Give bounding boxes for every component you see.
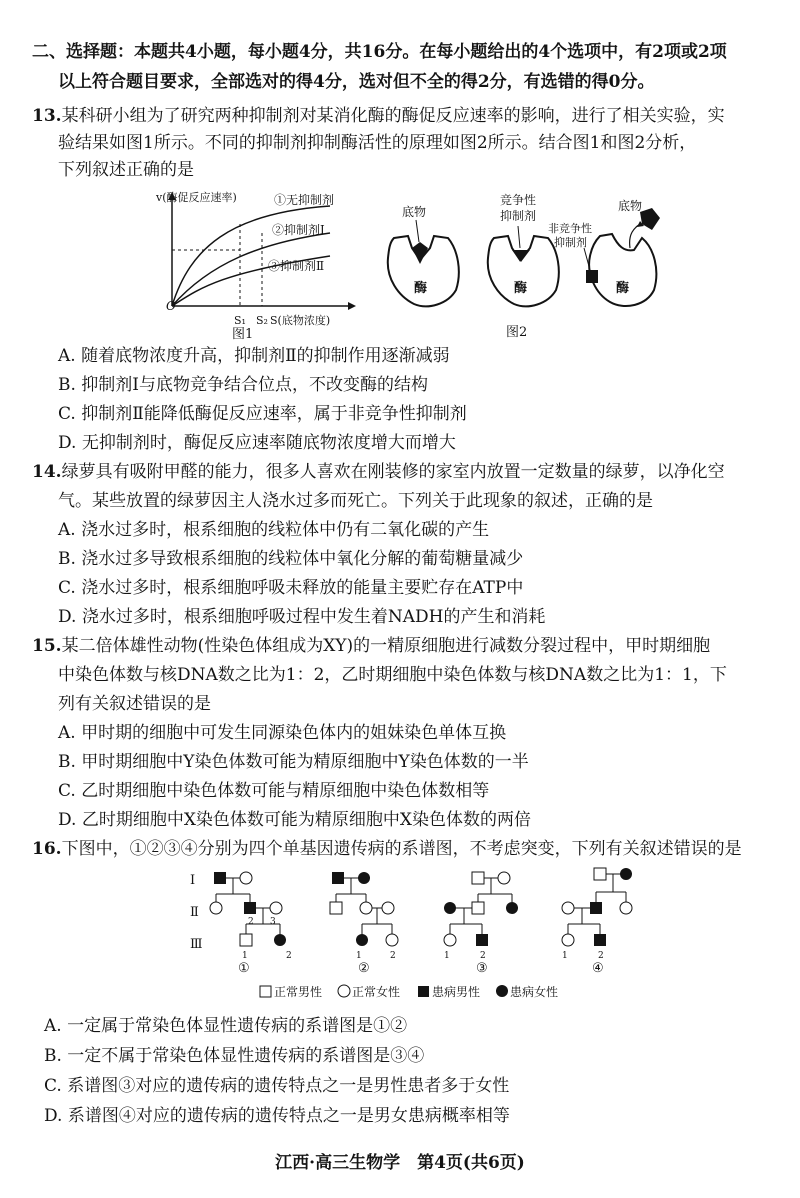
fig1-s1-label: S₁ (234, 314, 246, 327)
fig1-curve-label-3: ③抑制剂Ⅱ (268, 259, 325, 273)
q13-stem-text1: 某科研小组为了研究两种抑制剂对某消化酶的酶促反应速率的影响，进行了相关实验，实 (61, 106, 725, 126)
page-footer: 江西·高三生物学 第4页(共6页) (275, 1153, 525, 1173)
svg-text:2: 2 (286, 951, 292, 961)
noncompetitive-inhibitor-shape (586, 270, 598, 283)
fig2-enzyme-label-2: 酶 (514, 281, 528, 296)
q16-number: 16. (32, 839, 62, 859)
pedigree-generation-3: Ⅲ (190, 937, 203, 952)
legend-affected-male: 患病男性 (432, 985, 481, 999)
q13-stem-line1 (32, 104, 725, 128)
q13-option-d: D. 无抑制剂时，酶促反应速率随底物浓度增大而增大 (58, 433, 456, 453)
svg-text:1: 1 (444, 951, 450, 961)
q16-stem-line1 (32, 837, 742, 861)
figure-2-enzyme-diagram (372, 190, 682, 340)
pedigree-label-1: ① (238, 961, 250, 976)
fig2-enzyme-label-1: 酶 (414, 281, 428, 296)
pedigree-label-4: ④ (592, 961, 604, 976)
pedigree-charts (186, 864, 646, 1004)
q14-stem-line2: 气。某些放置的绿萝因主人浇水过多而死亡。下列关于此现象的叙述，正确的是 (58, 491, 653, 511)
q15-stem-text1: 某二倍体雄性动物(性染色体组成为XY)的一精原细胞进行减数分裂过程中，甲时期细胞 (61, 636, 711, 656)
legend-affected-female: 患病女性 (510, 985, 559, 999)
q16-option-c: C. 系谱图③对应的遗传病的遗传特点之一是男性患者多于女性 (44, 1076, 510, 1096)
q13-stem-line2: 验结果如图1所示。不同的抑制剂抑制酶活性的原理如图2所示。结合图1和图2分析， (58, 133, 697, 153)
fig1-xlabel: S(底物浓度) (270, 314, 331, 327)
q14-option-c: C. 浇水过多时，根系细胞呼吸未释放的能量主要贮存在ATP中 (58, 578, 524, 598)
q15-option-b: B. 甲时期细胞中Y染色体数可能为精原细胞中Y染色体数的一半 (58, 752, 529, 772)
q14-option-b: B. 浇水过多导致根系细胞的线粒体中氧化分解的葡萄糖量减少 (58, 549, 524, 569)
svg-text:1: 1 (356, 951, 362, 961)
q15-stem-line1 (32, 634, 710, 658)
pedigree-3 (444, 872, 518, 976)
q16-stem-text1: 下图中，①②③④分别为四个单基因遗传病的系谱图，不考虑突变，下列有关叙述错误的是 (61, 839, 742, 859)
fig2-enzyme-label-3: 酶 (616, 281, 630, 296)
fig2-competitive-label-2: 抑制剂 (500, 209, 537, 223)
svg-text:3: 3 (270, 917, 276, 927)
legend-normal-male: 正常男性 (274, 985, 323, 999)
q15-option-d: D. 乙时期细胞中X染色体数可能为精原细胞中X染色体数的两倍 (58, 810, 532, 830)
svg-text:2: 2 (390, 951, 396, 961)
fig2-caption: 图2 (506, 325, 528, 340)
fig1-origin: O (166, 299, 176, 313)
svg-text:1: 1 (562, 951, 568, 961)
q16-option-d: D. 系谱图④对应的遗传病的遗传特点之一是男女患病概率相等 (44, 1106, 510, 1126)
svg-text:2: 2 (248, 917, 254, 927)
legend-normal-female: 正常女性 (352, 985, 401, 999)
fig2-noncompetitive-label-1: 非竞争性 (548, 222, 592, 235)
fig1-curve-label-1: ①无抑制剂 (274, 193, 335, 207)
pedigree-label-3: ③ (476, 961, 488, 976)
pedigree-2 (330, 872, 398, 976)
q16-option-b: B. 一定不属于常染色体显性遗传病的系谱图是③④ (44, 1046, 425, 1066)
pedigree-legend (260, 984, 558, 999)
fig1-caption: 图1 (232, 327, 254, 340)
q14-stem-line1 (32, 460, 725, 484)
q16-option-a: A. 一定属于常染色体显性遗传病的系谱图是①② (44, 1016, 408, 1036)
section-header-line2: 以上符合题目要求，全部选对的得4分，选对但不全的得2分，有选错的得0分。 (58, 72, 655, 92)
pedigree-generation-2: Ⅱ (190, 905, 199, 920)
pedigree-1 (210, 872, 292, 976)
q14-option-a: A. 浇水过多时，根系细胞的线粒体中仍有二氧化碳的产生 (58, 520, 490, 540)
fig2-noncompetitive-label-2: 抑制剂 (554, 236, 587, 249)
fig2-substrate-label-1: 底物 (402, 205, 427, 219)
q13-option-b: B. 抑制剂Ⅰ与底物竞争结合位点，不改变酶的结构 (58, 375, 429, 395)
q15-option-c: C. 乙时期细胞中染色体数可能与精原细胞中染色体数相等 (58, 781, 490, 801)
q15-number: 15. (32, 636, 62, 656)
fig2-substrate-label-2: 底物 (618, 199, 643, 213)
fig2-competitive-label-1: 竞争性 (500, 193, 537, 207)
svg-text:2: 2 (480, 951, 486, 961)
pedigree-generation-1: Ⅰ (190, 873, 196, 888)
svg-text:1: 1 (242, 951, 248, 961)
figure-1-graph (140, 188, 370, 340)
q15-stem-line2: 中染色体数与核DNA数之比为1：2，乙时期细胞中染色体数与核DNA数之比为1：1，下 (58, 665, 727, 685)
q13-option-c: C. 抑制剂Ⅱ能降低酶促反应速率，属于非竞争性抑制剂 (58, 404, 467, 424)
svg-text:2: 2 (598, 951, 604, 961)
q15-option-a: A. 甲时期的细胞中可发生同源染色体内的姐妹染色单体互换 (58, 723, 507, 743)
q14-number: 14. (32, 462, 62, 482)
pedigree-4 (562, 868, 632, 976)
substrate-shape-2 (640, 208, 660, 230)
q14-option-d: D. 浇水过多时，根系细胞呼吸过程中发生着NADH的产生和消耗 (58, 607, 546, 627)
pedigree-label-2: ② (358, 961, 370, 976)
q15-stem-line3: 列有关叙述错误的是 (58, 694, 211, 714)
fig1-s2-label: S₂ (256, 314, 268, 327)
q13-option-a: A. 随着底物浓度升高，抑制剂Ⅱ的抑制作用逐渐减弱 (58, 346, 450, 366)
q13-stem-line3: 下列叙述正确的是 (58, 160, 194, 180)
q13-number: 13. (32, 106, 62, 126)
section-header-line1: 二、选择题：本题共4小题，每小题4分，共16分。在每小题给出的4个选项中，有2项或2项 (32, 42, 727, 62)
q14-stem-text1: 绿萝具有吸附甲醛的能力，很多人喜欢在刚装修的家室内放置一定数量的绿萝，以净化空 (61, 462, 725, 482)
fig1-ylabel: v(酶促反应速率) (156, 191, 237, 204)
fig1-curve-label-2: ②抑制剂Ⅰ (272, 223, 325, 237)
